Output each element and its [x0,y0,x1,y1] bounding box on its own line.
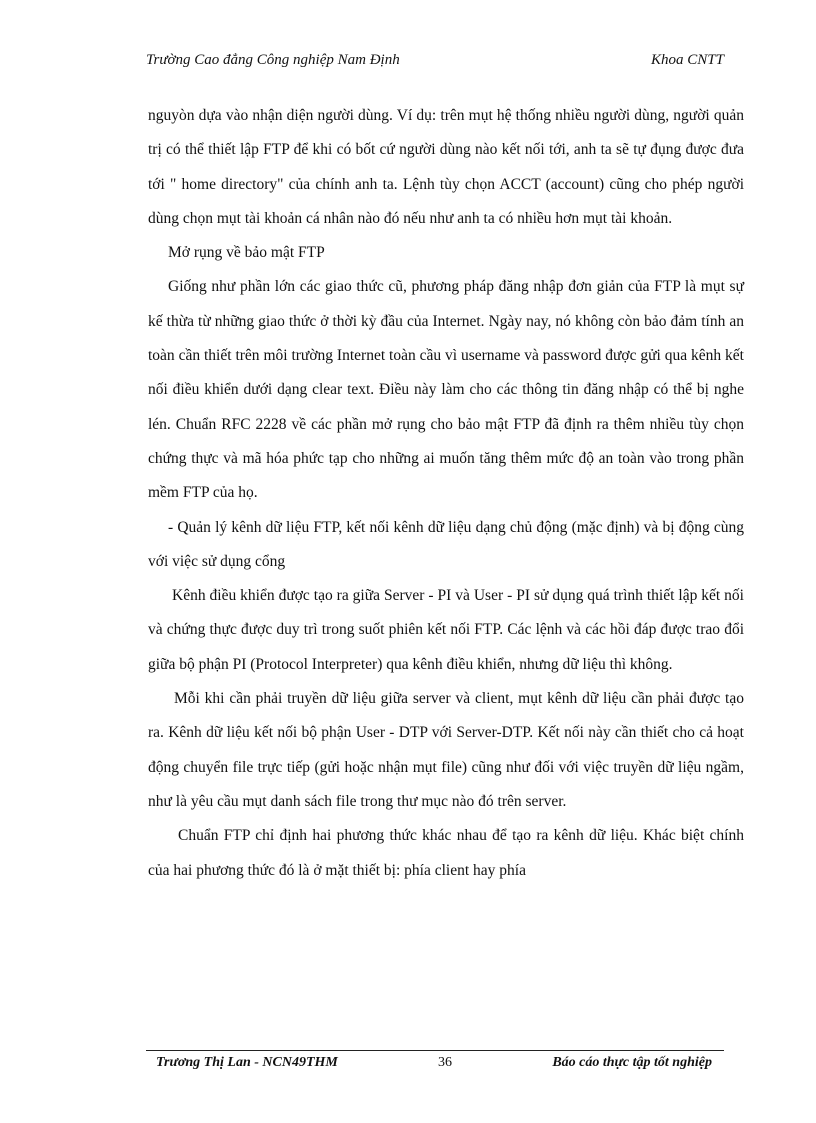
page-footer [146,1055,724,1075]
page-header [146,52,724,74]
paragraph-ftp-modes: Chuẩn FTP chỉ định hai phương thức khác nhau để tạo ra kênh dữ liệu. Khác biệt chính của hai phương thức đó là ở mặt thiết bị: phía client hay phía [148,827,744,879]
footer-report-title: Báo cáo thực tập tốt nghiệp [552,1055,712,1070]
footer-divider [146,1050,724,1051]
section-heading-ftp-security: Mở rụng về bảo mật FTP [168,244,325,262]
paragraph-ftp-security: Giống như phần lớn các giao thức cũ, phương pháp đăng nhập đơn giản của FTP là mụt sự kế thừa từ những giao thức ở thời kỳ đầu của Internet. Ngày nay, nó không còn bảo đảm tính an toàn cần thiết trên môi trường Internet toàn cầu vì username và password được gửi qua kênh kết nối điều khiển dưới dạng clear text. Điều này làm cho các thông tin đăng nhập có thể bị nghe lén. Chuẩn RFC 2228 về các phần mở rụng cho bảo mật FTP đã định ra thêm nhiều tùy chọn chứng thực và mã hóa phức tạp cho những ai muốn tăng thêm mức độ an toàn vào trong phần mềm FTP của họ. [148,278,744,502]
paragraph-data-channel: Mỗi khi cần phải truyền dữ liệu giữa server và client, mụt kênh dữ liệu cần phải được tạo ra. Kênh dữ liệu kết nối bộ phận User - DTP với Server-DTP. Kết nối này cần thiết cho cả hoạt động chuyển file trực tiếp (gửi hoặc nhận mụt file) cũng như đối với việc truyền dữ liệu ngầm, như là yêu cầu mụt danh sách file trong thư mục nào đó trên server. [148,690,744,810]
header-school-name: Trường Cao đẳng Công nghiệp Nam Định [146,52,400,68]
bullet-data-channel-management: - Quản lý kênh dữ liệu FTP, kết nối kênh dữ liệu dạng chủ động (mặc định) và bị động cùng với việc sử dụng cổng [148,518,744,570]
document-body [148,99,744,888]
footer-author: Trương Thị Lan - NCN49THM [156,1055,338,1070]
page-number: 36 [438,1055,452,1070]
paragraph-control-channel: Kênh điều khiển được tạo ra giữa Server - PI và User - PI sử dụng quá trình thiết lập kết nối và chứng thực được duy trì trong suốt phiên kết nối FTP. Các lệnh và các hồi đáp được trao đổi giữa bộ phận PI (Protocol Interpreter) qua kênh điều khiển, nhưng dữ liệu thì không. [148,587,744,673]
paragraph-continuation: nguyòn dựa vào nhận diện người dùng. Ví dụ: trên mụt hệ thống nhiều người dùng, người quản trị có thể thiết lập FTP để khi có bốt cứ người dùng nào kết nối tới, anh ta sẽ tự đụng được đưa tới " home directory" của chính anh ta. Lệnh tùy chọn ACCT (account) cũng cho phép người dùng chọn mụt tài khoản cá nhân nào đó nếu như anh ta có nhiều hơn mụt tài khoản. [148,107,744,227]
header-department: Khoa CNTT [651,52,724,68]
